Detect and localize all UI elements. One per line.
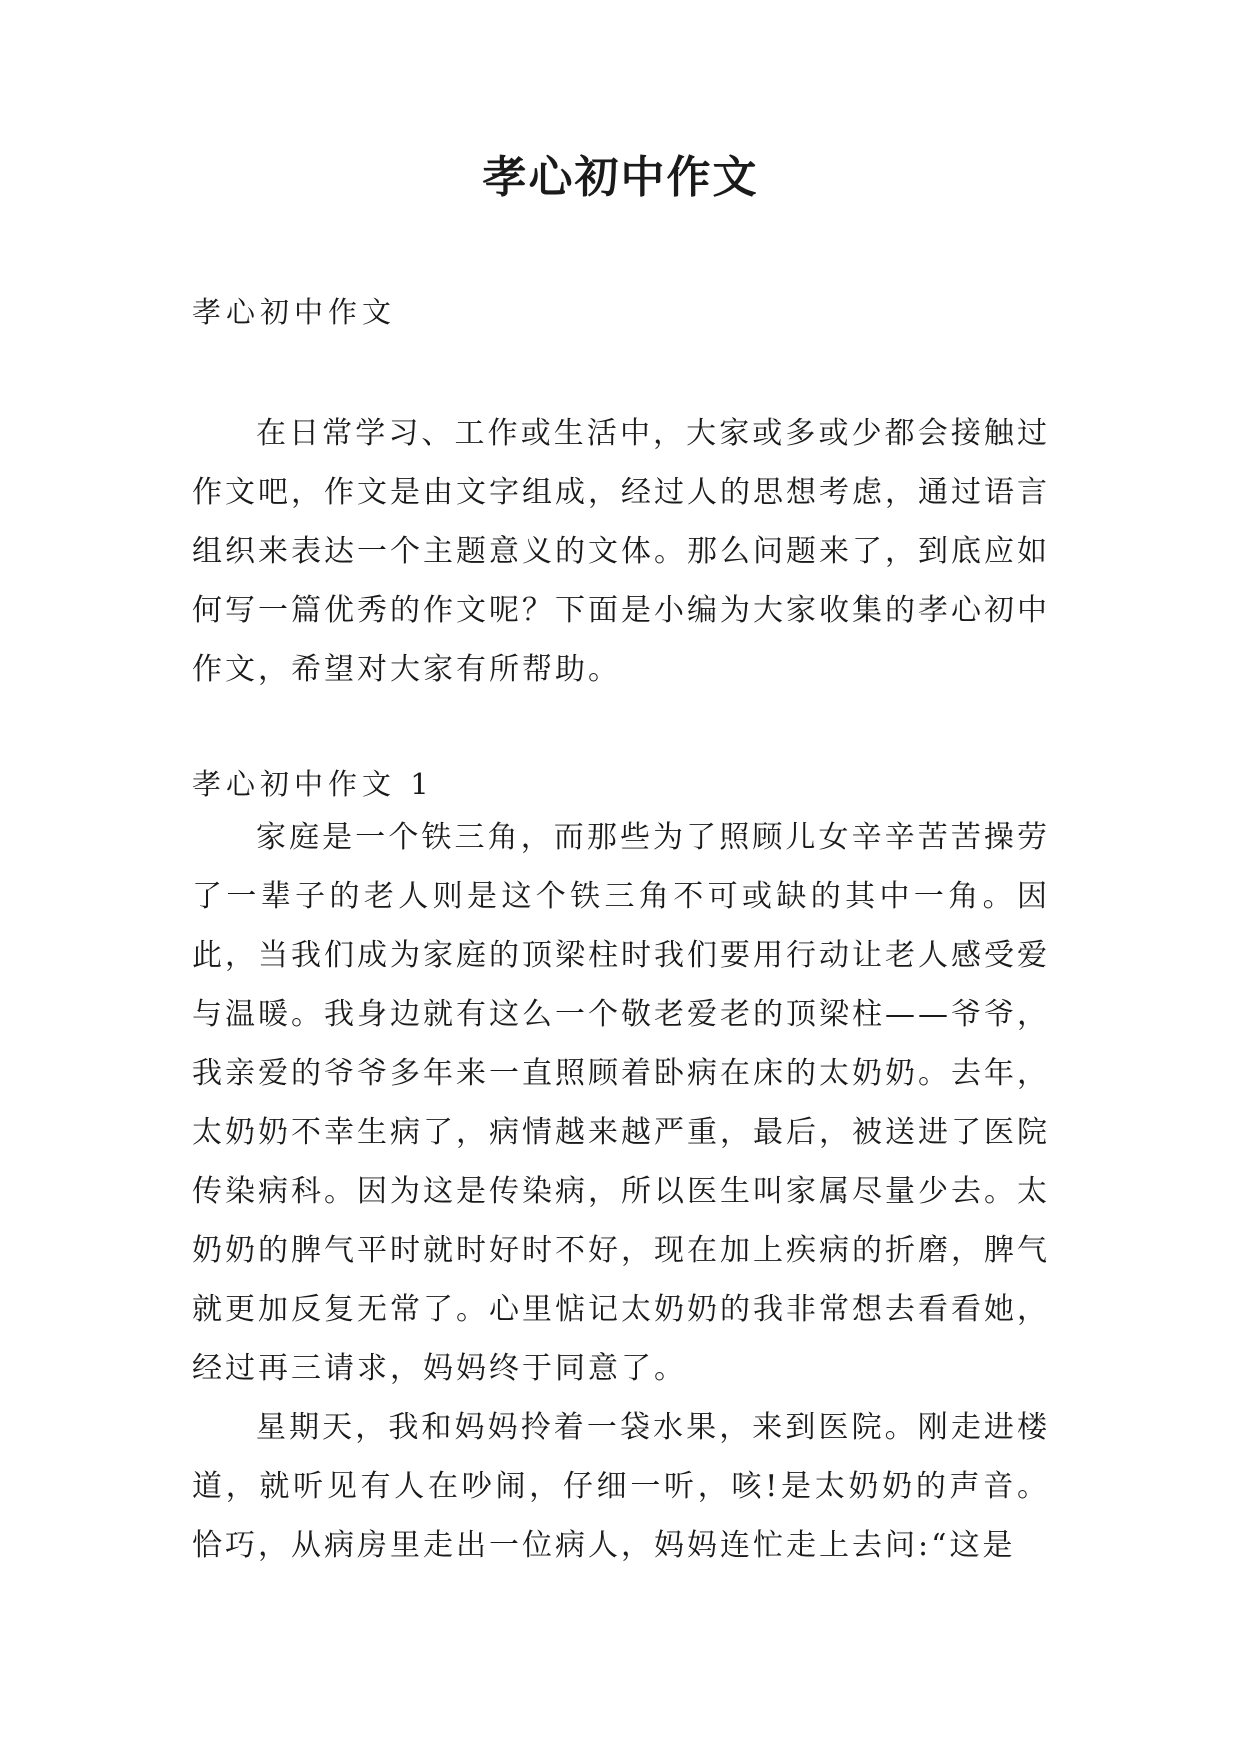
document-subtitle: 孝心初中作文	[192, 295, 397, 329]
document-title: 孝心初中作文	[482, 152, 759, 203]
body-paragraph: 家庭是一个铁三角，而那些为了照顾儿女辛辛苦苦操劳了一辈子的老人则是这个铁三角不可或缺的其中一角。因此，当我们成为家庭的顶梁柱时我们要用行动让老人感受爱与温暖。我身边就有这么一个敬老爱老的顶梁柱——爷爷，我亲爱的爷爷多年来一直照顾着卧病在床的太奶奶。去年，太奶奶不幸生病了，病情越来越严重，最后，被送进了医院传染病科。因为这是传染病，所以医生叫家属尽量少去。太奶奶的脾气平时就时好时不好，现在加上疾病的折磨，脾气就更加反复无常了。心里惦记太奶奶的我非常想去看看她，经过再三请求，妈妈终于同意了。	[192, 820, 1050, 1386]
section-heading: 孝心初中作文 1	[192, 767, 434, 801]
body-paragraph: 星期天，我和妈妈拎着一袋水果，来到医院。刚走进楼道，就听见有人在吵闹，仔细一听，咳!是太奶奶的声音。恰巧，从病房里走出一位病人，妈妈连忙走上去问:“这是	[192, 1410, 1050, 1563]
intro-paragraph: 在日常学习、工作或生活中，大家或多或少都会接触过作文吧，作文是由文字组成，经过人的思想考虑，通过语言组织来表达一个主题意义的文体。那么问题来了，到底应如何写一篇优秀的作文呢？下面是小编为大家收集的孝心初中作文，希望对大家有所帮助。	[192, 416, 1050, 687]
